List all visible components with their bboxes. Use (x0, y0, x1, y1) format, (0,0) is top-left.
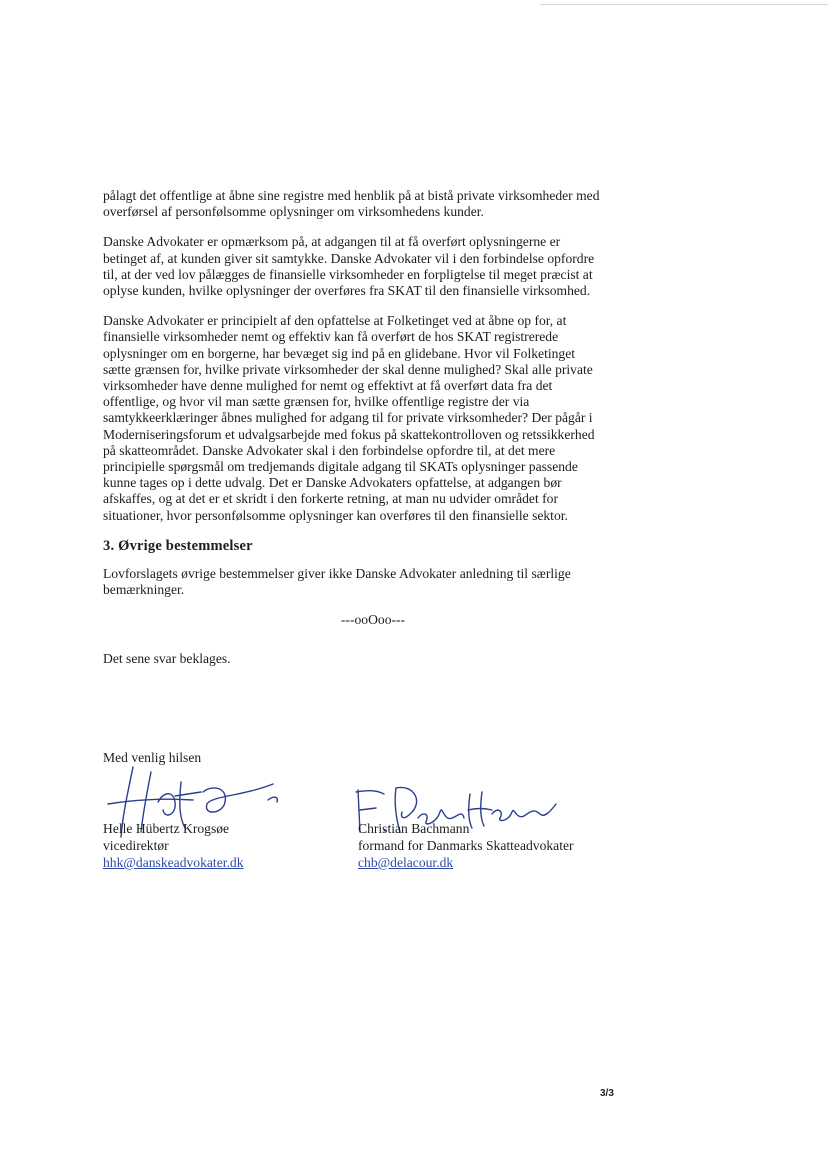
scan-edge-rule (540, 4, 828, 5)
closing-line: Det sene svar beklages. (103, 650, 231, 666)
signer-block-right (358, 820, 574, 871)
paragraph-2: Danske Advokater er opmærksom på, at adgangen til at få overført oplysningerne er betinget af, at kunden giver sit samtykke. Danske Advokater vil i den forbindelse opfordre til, at der ved lov pålægges de finansielle virksomheder en forpligtelse til meget præcist at oplyse kunden, hvilke oplysninger der overføres fra SKAT til den finansielle virksomhed. (103, 234, 595, 299)
divider-mark: ---ooOoo--- (340, 612, 406, 628)
section-heading: 3. Øvrige bestemmelser (103, 537, 253, 554)
signer-block-left (103, 820, 244, 871)
greeting: Med venlig hilsen (103, 750, 202, 765)
section-body: Lovforslagets øvrige bestemmelser giver ikke Danske Advokater anledning til særlige bemærkninger. (103, 566, 571, 598)
signer-title: vicedirektør (103, 838, 169, 853)
signer-email-link[interactable]: hhk@danskeadvokater.dk (103, 855, 244, 870)
signer-name: Christian Bachmann (358, 821, 470, 836)
paragraph-3: Danske Advokater er principielt af den opfattelse at Folketinget ved at åbne op for, at finansielle virksomheder nemt og effektiv kan få overført de hos SKAT registrerede oplysninger om en borgerne, har bevæget sig ind på en glidebane. Hvor vil Folketinget sætte grænsen for, hvilke private virksomheder der skal denne mulighed? Skal alle private virksomheder have denne mulighed for nemt og effektivt at få overført data fra det offentlige, og hvor vil man sætte grænsen for, hvilke offentlige registre der via samtykkeerklæringer åbnes mulighed for adgang til for private virksomheder? Der pågår i Moderniseringsforum et udvalgsarbejde med fokus på skattekontrolloven og retssikkerhed på skatteområdet. Danske Advokater skal i den forbindelse opfordre til, at det mere principielle spørgsmål om tredjemands digitale adgang til SKATs oplysninger passende kunne tages op i dette udvalg. Det er Danske Advokaters opfattelse, at adgangen bør afskaffes, og at det er et skridt i den forkerte retning, at man nu udvider området for situationer, hvor personfølsomme oplysninger kan overføres til den finansielle sektor. (103, 313, 595, 523)
letter-body (103, 188, 603, 681)
page-number: 3/3 (600, 1088, 614, 1099)
paragraph-1: pålagt det offentlige at åbne sine registre med henblik på at bistå private virksomheder med overførsel af personfølsomme oplysninger om virksomhedens kunder. (103, 188, 600, 220)
signer-title: formand for Danmarks Skatteadvokater (358, 838, 574, 853)
signer-email-link[interactable]: chb@delacour.dk (358, 855, 454, 870)
signer-name: Helle Hübertz Krogsøe (103, 821, 230, 836)
